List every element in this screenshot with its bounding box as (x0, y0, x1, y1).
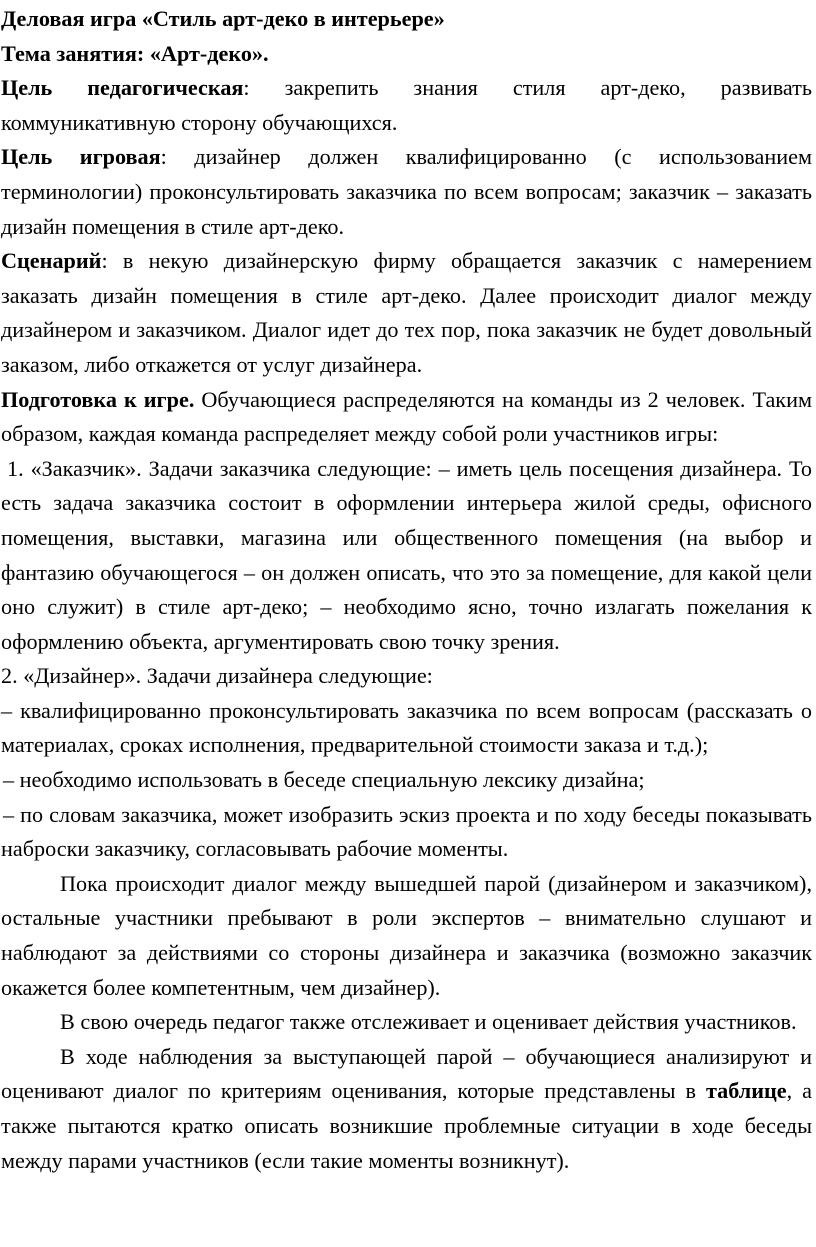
goal-pedagogical-term: Цель педагогическая (1, 75, 244, 101)
table-reference: таблице (705, 1078, 787, 1104)
scenario-text: : в некую дизайнерскую фирму обращается заказчик с намерением заказать дизайн помещения в стиле арт-деко. Далее происходит диалог между дизайнером и заказчиком. Диалог идет до тех пор, пока заказчик не будет довольный заказом, либо откажется от услуг дизайнера. (1, 248, 812, 377)
scenario-term: Сценарий (1, 248, 102, 274)
preparation-term: Подготовка к игре. (1, 386, 195, 412)
teacher-paragraph: В свою очередь педагог также отслеживает и оценивает действия участников. (60, 1009, 797, 1035)
designer-task-item: – необходимо использовать в беседе специальную лексику дизайна; (3, 767, 645, 793)
role-customer-paragraph: 1. «Заказчик». Задачи заказчика следующие: – иметь цель посещения дизайнера. То есть задача заказчика состоит в оформлении интерьера жилой среды, офисного помещения, выставки, магазина или общественного помещения (на выбор и фантазию обучающегося – он должен описать, что это за помещение, для какой цели оно служит) в стиле арт-деко; – необходимо ясно, точно излагать пожелания к оформлению объекта, аргументировать свою точку зрения. (1, 455, 812, 654)
preparation-paragraph (1, 383, 812, 452)
designer-task-item: – по словам заказчика, может изобразить эскиз проекта и по ходу беседы показывать наброски заказчику, согласовывать рабочие моменты. (1, 801, 812, 862)
experts-paragraph: Пока происходит диалог между вышедшей парой (дизайнером и заказчиком), остальные участники пребывают в роли экспертов – внимательно слушают и наблюдают за действиями со стороны дизайнера и заказчика (возможно заказчик окажется более компетентным, чем дизайнер). (1, 870, 812, 1000)
goal-pedagogical-text: : закрепить знания стиля арт-деко, развивать коммуникативную сторону обучающихся. (1, 75, 812, 135)
observation-text-before: В ходе наблюдения за выступающей парой – обучающиеся анализируют и оценивают диалог по критериям оценивания, которые представлены в (1, 1043, 812, 1104)
goal-game-text: : дизайнер должен квалифицированно (с использованием терминологии) проконсультировать заказчика по всем вопросам; заказчик – заказать дизайн помещения в стиле арт-деко. (1, 144, 812, 239)
lesson-topic: Тема занятия: «Арт-деко». (1, 40, 269, 66)
observation-text-after: , а также пытаются кратко описать возникшие проблемные ситуации в ходе беседы между парами участников (если такие моменты возникнут). (1, 1078, 812, 1173)
designer-task-item: – квалифицированно проконсультировать заказчика по всем вопросам (рассказать о материалах, сроках исполнения, предварительной стоимости заказа и т.д.); (1, 697, 812, 758)
observation-paragraph (1, 1040, 812, 1178)
preparation-text: Обучающиеся распределяются на команды из 2 человек. Таким образом, каждая команда распределяет между собой роли участников игры: (1, 386, 813, 447)
goal-game-paragraph (1, 140, 812, 244)
role-designer-heading: 2. «Дизайнер». Задачи дизайнера следующие: (1, 663, 433, 689)
goal-pedagogical-paragraph (1, 71, 812, 140)
scenario-paragraph (1, 244, 812, 382)
goal-game-term: Цель игровая (1, 144, 161, 170)
document-title: Деловая игра «Стиль арт-деко в интерьере» (1, 6, 445, 31)
